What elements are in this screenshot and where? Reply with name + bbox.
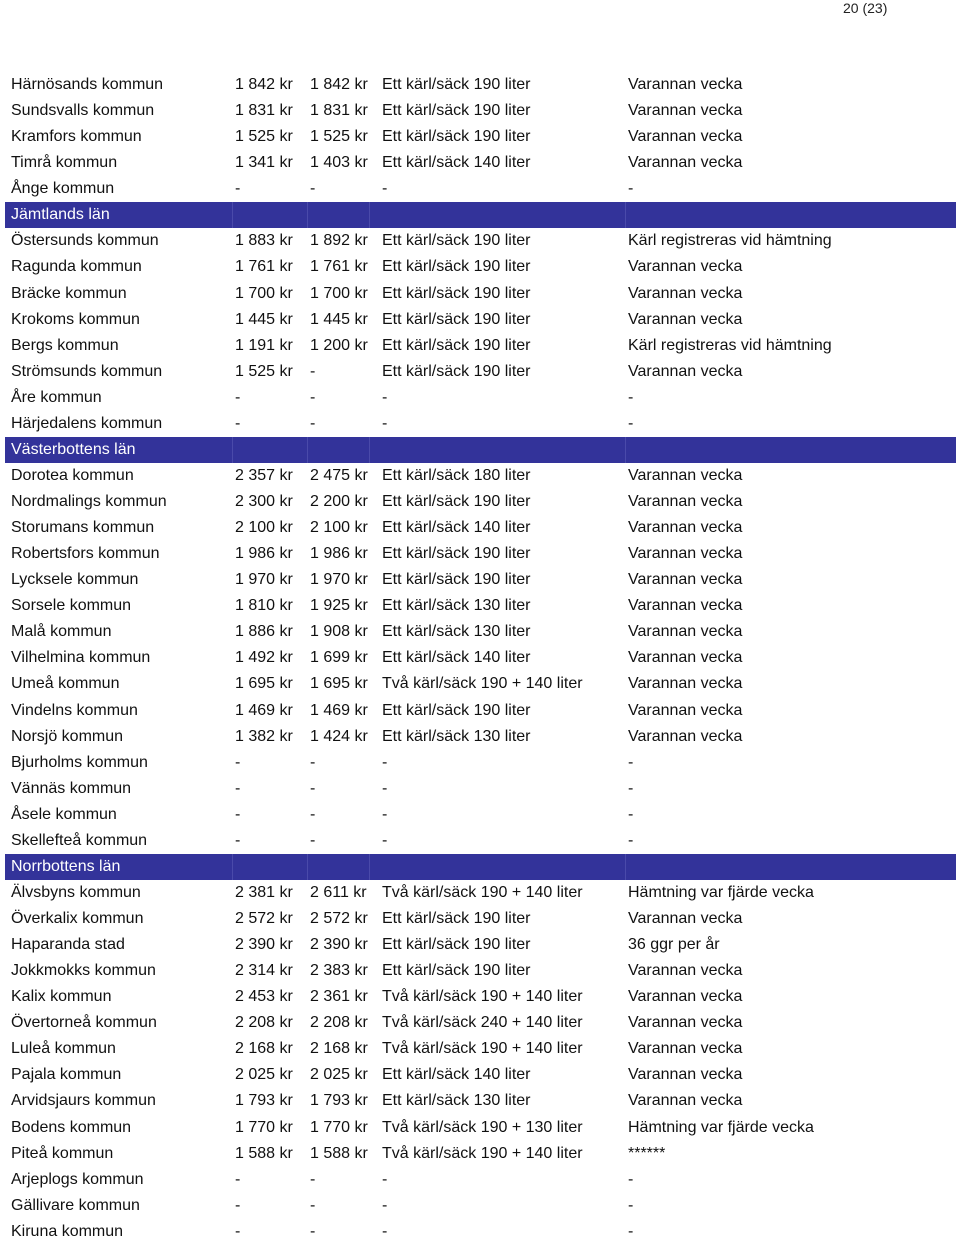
fee-value-1: 1 700 kr — [235, 284, 293, 302]
collection-frequency: - — [628, 1170, 634, 1188]
fee-value-1: - — [235, 180, 241, 198]
municipality-name: Jokkmokks kommun — [11, 962, 156, 980]
municipality-name: Kiruna kommun — [11, 1222, 124, 1240]
container-spec: Ett kärl/säck 140 liter — [382, 154, 531, 172]
fee-value-2: 1 908 kr — [310, 623, 368, 641]
fee-value-1: 1 883 kr — [235, 232, 293, 250]
collection-frequency: Varannan vecka — [628, 1066, 743, 1084]
municipality-name: Arjeplogs kommun — [11, 1170, 144, 1188]
collection-frequency: Varannan vecka — [628, 649, 743, 667]
municipality-name: Överkalix kommun — [11, 910, 144, 927]
fee-value-2: 1 525 kr — [310, 128, 368, 146]
fee-value-2: 2 025 kr — [310, 1066, 368, 1084]
container-spec: Ett kärl/säck 130 liter — [382, 1092, 531, 1110]
table-row — [5, 1167, 956, 1193]
collection-frequency: - — [628, 180, 634, 198]
collection-frequency: - — [628, 1196, 634, 1214]
container-spec: Ett kärl/säck 190 liter — [382, 571, 531, 589]
region-header-row — [5, 202, 956, 228]
collection-frequency: - — [628, 388, 634, 406]
fee-value-2: 1 793 kr — [310, 1092, 368, 1110]
collection-frequency: Varannan vecka — [628, 571, 743, 589]
collection-frequency: Kärl registreras vid hämtning — [628, 232, 832, 250]
municipality-name: Vindelns kommun — [11, 701, 138, 719]
fee-value-1: 2 453 kr — [235, 988, 293, 1006]
page-number: 20 (23) — [843, 0, 888, 16]
fee-value-1: 1 525 kr — [235, 128, 293, 146]
collection-frequency: Varannan vecka — [628, 362, 743, 380]
table-row — [5, 1036, 956, 1062]
collection-frequency: Varannan vecka — [628, 1092, 743, 1110]
column-divider — [369, 202, 370, 228]
municipality-name: Sundsvalls kommun — [11, 102, 155, 120]
collection-frequency: - — [628, 414, 634, 432]
table-row — [5, 932, 956, 958]
column-divider — [307, 854, 308, 880]
collection-frequency: Varannan vecka — [628, 102, 743, 120]
table-row — [5, 150, 956, 176]
column-divider — [625, 437, 626, 463]
fee-value-2: 2 383 kr — [310, 962, 368, 980]
fee-value-2: - — [310, 779, 316, 797]
table-row — [5, 385, 956, 411]
container-spec: Ett kärl/säck 190 liter — [382, 962, 531, 980]
table-row — [5, 72, 956, 98]
municipality-name: Piteå kommun — [11, 1144, 114, 1162]
fee-value-2: 1 761 kr — [310, 258, 368, 276]
collection-frequency: Varannan vecka — [628, 623, 743, 641]
fee-value-1: - — [235, 1196, 241, 1214]
collection-frequency: Kärl registreras vid hämtning — [628, 336, 832, 354]
fee-value-1: 1 445 kr — [235, 310, 293, 328]
fee-value-1: 1 810 kr — [235, 597, 293, 615]
fee-value-2: 1 770 kr — [310, 1118, 368, 1136]
container-spec: Ett kärl/säck 190 liter — [382, 493, 531, 510]
collection-frequency: Varannan vecka — [628, 310, 743, 328]
fee-value-1: 1 382 kr — [235, 727, 293, 745]
table-row — [5, 1062, 956, 1088]
container-spec: Ett kärl/säck 190 liter — [382, 76, 531, 93]
municipality-name: Ragunda kommun — [11, 258, 142, 276]
container-spec: Ett kärl/säck 130 liter — [382, 623, 531, 641]
municipality-name: Storumans kommun — [11, 519, 155, 537]
fee-value-2: 1 925 kr — [310, 597, 368, 615]
table-row — [5, 1115, 956, 1141]
fee-value-1: 1 831 kr — [235, 102, 293, 120]
collection-frequency: Varannan vecka — [628, 910, 743, 927]
fee-value-1: 2 390 kr — [235, 936, 293, 954]
container-spec: Två kärl/säck 190 + 140 liter — [382, 1144, 583, 1162]
container-spec: Ett kärl/säck 140 liter — [382, 1066, 531, 1084]
fee-value-1: - — [235, 779, 241, 797]
column-divider — [369, 854, 370, 880]
table-row — [5, 880, 956, 906]
column-divider — [232, 437, 233, 463]
table-row — [5, 750, 956, 776]
fee-value-2: 1 469 kr — [310, 701, 368, 719]
municipality-fee-table — [5, 72, 956, 1245]
container-spec: Två kärl/säck 190 + 140 liter — [382, 1040, 583, 1058]
fee-value-1: 1 842 kr — [235, 76, 293, 93]
fee-value-2: - — [310, 1222, 316, 1240]
column-divider — [307, 437, 308, 463]
fee-value-1: 1 469 kr — [235, 701, 293, 719]
fee-value-2: 1 445 kr — [310, 310, 368, 328]
municipality-name: Krokoms kommun — [11, 310, 140, 328]
container-spec: Ett kärl/säck 190 liter — [382, 910, 531, 927]
table-row — [5, 411, 956, 437]
region-name: Västerbottens län — [11, 440, 136, 458]
municipality-name: Luleå kommun — [11, 1040, 116, 1058]
municipality-name: Kramfors kommun — [11, 128, 142, 146]
fee-value-2: - — [310, 180, 316, 198]
container-spec: Ett kärl/säck 180 liter — [382, 466, 531, 484]
table-row — [5, 333, 956, 359]
collection-frequency: - — [628, 831, 634, 849]
fee-value-2: 1 403 kr — [310, 154, 368, 172]
fee-value-1: 2 168 kr — [235, 1040, 293, 1058]
fee-value-2: 1 588 kr — [310, 1144, 368, 1162]
collection-frequency: Varannan vecka — [628, 727, 743, 745]
fee-value-1: - — [235, 753, 241, 771]
container-spec: - — [382, 831, 388, 849]
table-row — [5, 515, 956, 541]
fee-value-2: 2 208 kr — [310, 1014, 368, 1032]
fee-value-2: 2 168 kr — [310, 1040, 368, 1058]
fee-value-1: 1 525 kr — [235, 362, 293, 380]
municipality-name: Östersunds kommun — [11, 232, 159, 250]
municipality-name: Bjurholms kommun — [11, 753, 148, 771]
municipality-name: Dorotea kommun — [11, 466, 134, 484]
container-spec: - — [382, 388, 388, 406]
fee-value-2: 1 892 kr — [310, 232, 368, 250]
fee-value-1: 2 381 kr — [235, 883, 293, 901]
table-row — [5, 619, 956, 645]
collection-frequency: ****** — [628, 1144, 666, 1162]
table-row — [5, 828, 956, 854]
fee-value-1: 1 970 kr — [235, 571, 293, 589]
municipality-name: Sorsele kommun — [11, 597, 132, 615]
fee-value-1: 2 025 kr — [235, 1066, 293, 1084]
fee-value-2: 2 390 kr — [310, 936, 368, 954]
collection-frequency: Varannan vecka — [628, 701, 743, 719]
table-row — [5, 567, 956, 593]
container-spec: Ett kärl/säck 190 liter — [382, 362, 531, 380]
fee-value-2: - — [310, 414, 316, 432]
table-row — [5, 254, 956, 280]
collection-frequency: Varannan vecka — [628, 493, 743, 510]
container-spec: Ett kärl/säck 130 liter — [382, 727, 531, 745]
container-spec: Ett kärl/säck 190 liter — [382, 701, 531, 719]
collection-frequency: Hämtning var fjärde vecka — [628, 1118, 814, 1136]
fee-value-2: - — [310, 831, 316, 849]
municipality-name: Ånge kommun — [11, 180, 115, 198]
fee-value-2: 1 842 kr — [310, 76, 368, 93]
municipality-name: Åsele kommun — [11, 805, 117, 823]
container-spec: Ett kärl/säck 140 liter — [382, 519, 531, 537]
municipality-name: Vännäs kommun — [11, 779, 132, 797]
table-row — [5, 541, 956, 567]
container-spec: - — [382, 180, 388, 198]
collection-frequency: Varannan vecka — [628, 1014, 743, 1032]
container-spec: - — [382, 1222, 388, 1240]
region-name: Jämtlands län — [11, 206, 110, 224]
municipality-name: Skellefteå kommun — [11, 831, 148, 849]
municipality-name: Bodens kommun — [11, 1118, 132, 1136]
fee-value-1: - — [235, 1170, 241, 1188]
municipality-name: Vilhelmina kommun — [11, 649, 151, 667]
municipality-name: Robertsfors kommun — [11, 545, 160, 563]
column-divider — [307, 202, 308, 228]
municipality-name: Härjedalens kommun — [11, 414, 163, 432]
fee-value-2: 1 970 kr — [310, 571, 368, 589]
fee-value-1: 2 357 kr — [235, 466, 293, 484]
municipality-name: Haparanda stad — [11, 936, 125, 954]
fee-value-2: 2 572 kr — [310, 910, 368, 927]
container-spec: Två kärl/säck 190 + 140 liter — [382, 883, 583, 901]
table-row — [5, 724, 956, 750]
fee-value-1: 2 314 kr — [235, 962, 293, 980]
fee-value-2: 1 986 kr — [310, 545, 368, 563]
fee-value-2: 2 611 kr — [310, 883, 367, 901]
table-row — [5, 307, 956, 333]
column-divider — [625, 202, 626, 228]
fee-value-1: 1 793 kr — [235, 1092, 293, 1110]
collection-frequency: Varannan vecka — [628, 962, 743, 980]
fee-value-1: 2 100 kr — [235, 519, 293, 537]
collection-frequency: Hämtning var fjärde vecka — [628, 883, 814, 901]
fee-value-1: 1 191 kr — [235, 336, 293, 354]
table-row — [5, 802, 956, 828]
municipality-name: Arvidsjaurs kommun — [11, 1092, 156, 1110]
table-row — [5, 176, 956, 202]
municipality-name: Älvsbyns kommun — [11, 883, 141, 901]
fee-value-2: - — [310, 1170, 316, 1188]
container-spec: Ett kärl/säck 190 liter — [382, 102, 531, 120]
fee-value-1: 1 695 kr — [235, 675, 293, 693]
fee-value-2: 1 831 kr — [310, 102, 368, 120]
fee-value-1: 2 300 kr — [235, 493, 293, 510]
table-row — [5, 906, 956, 932]
region-name: Norrbottens län — [11, 857, 121, 875]
fee-value-2: 1 700 kr — [310, 284, 368, 302]
fee-value-2: 1 424 kr — [310, 727, 368, 745]
table-row — [5, 958, 956, 984]
table-row — [5, 671, 956, 697]
municipality-name: Bräcke kommun — [11, 284, 127, 302]
collection-frequency: 36 ggr per år — [628, 936, 720, 954]
collection-frequency: - — [628, 779, 634, 797]
container-spec: - — [382, 779, 388, 797]
collection-frequency: - — [628, 753, 634, 771]
fee-value-2: 1 699 kr — [310, 649, 368, 667]
collection-frequency: Varannan vecka — [628, 597, 743, 615]
column-divider — [369, 437, 370, 463]
collection-frequency: - — [628, 805, 634, 823]
table-row — [5, 698, 956, 724]
container-spec: - — [382, 1196, 388, 1214]
collection-frequency: Varannan vecka — [628, 988, 743, 1006]
fee-value-2: - — [310, 753, 316, 771]
collection-frequency: Varannan vecka — [628, 675, 743, 693]
container-spec: Ett kärl/säck 130 liter — [382, 597, 531, 615]
municipality-name: Härnösands kommun — [11, 76, 164, 93]
municipality-name: Malå kommun — [11, 623, 112, 641]
table-row — [5, 593, 956, 619]
table-row — [5, 1010, 956, 1036]
collection-frequency: Varannan vecka — [628, 466, 743, 484]
container-spec: Ett kärl/säck 190 liter — [382, 258, 531, 276]
fee-value-1: - — [235, 805, 241, 823]
fee-value-1: - — [235, 831, 241, 849]
fee-value-1: 1 886 kr — [235, 623, 293, 641]
fee-value-1: - — [235, 388, 241, 406]
fee-value-1: - — [235, 414, 241, 432]
collection-frequency: Varannan vecka — [628, 154, 743, 172]
municipality-name: Nordmalings kommun — [11, 493, 167, 510]
table-row — [5, 1141, 956, 1167]
table-row — [5, 281, 956, 307]
table-row — [5, 98, 956, 124]
collection-frequency: Varannan vecka — [628, 519, 743, 537]
municipality-name: Kalix kommun — [11, 988, 112, 1006]
container-spec: Två kärl/säck 190 + 130 liter — [382, 1118, 583, 1136]
table-row — [5, 124, 956, 150]
container-spec: - — [382, 753, 388, 771]
municipality-name: Norsjö kommun — [11, 727, 124, 745]
table-row — [5, 1193, 956, 1219]
region-header-row — [5, 437, 956, 463]
collection-frequency: - — [628, 1222, 634, 1240]
fee-value-2: 1 695 kr — [310, 675, 368, 693]
fee-value-2: 2 361 kr — [310, 988, 368, 1006]
table-row — [5, 228, 956, 254]
municipality-name: Åre kommun — [11, 388, 102, 406]
collection-frequency: Varannan vecka — [628, 1040, 743, 1058]
column-divider — [625, 854, 626, 880]
table-row — [5, 1219, 956, 1245]
table-row — [5, 645, 956, 671]
municipality-name: Gällivare kommun — [11, 1196, 140, 1214]
column-divider — [232, 202, 233, 228]
fee-value-2: - — [310, 362, 316, 380]
table-row — [5, 984, 956, 1010]
fee-value-2: - — [310, 1196, 316, 1214]
collection-frequency: Varannan vecka — [628, 284, 743, 302]
container-spec: Två kärl/säck 190 + 140 liter — [382, 675, 583, 693]
fee-value-1: 1 588 kr — [235, 1144, 293, 1162]
fee-value-2: 2 200 kr — [310, 493, 368, 510]
collection-frequency: Varannan vecka — [628, 258, 743, 276]
fee-value-2: - — [310, 388, 316, 406]
fee-value-1: 1 341 kr — [235, 154, 293, 172]
table-row — [5, 1088, 956, 1114]
collection-frequency: Varannan vecka — [628, 76, 743, 93]
container-spec: - — [382, 1170, 388, 1188]
container-spec: Ett kärl/säck 140 liter — [382, 649, 531, 667]
municipality-name: Bergs kommun — [11, 336, 119, 354]
container-spec: Två kärl/säck 190 + 140 liter — [382, 988, 583, 1006]
collection-frequency: Varannan vecka — [628, 545, 743, 563]
fee-value-1: 1 986 kr — [235, 545, 293, 563]
fee-value-1: 2 572 kr — [235, 910, 293, 927]
fee-value-2: 2 475 kr — [310, 466, 368, 484]
container-spec: Ett kärl/säck 190 liter — [382, 936, 531, 954]
table-row — [5, 776, 956, 802]
container-spec: - — [382, 805, 388, 823]
collection-frequency: Varannan vecka — [628, 128, 743, 146]
fee-value-1: 1 770 kr — [235, 1118, 293, 1136]
fee-value-2: 2 100 kr — [310, 519, 368, 537]
municipality-name: Övertorneå kommun — [11, 1014, 157, 1032]
container-spec: Ett kärl/säck 190 liter — [382, 232, 531, 250]
fee-value-1: 1 761 kr — [235, 258, 293, 276]
fee-value-1: 1 492 kr — [235, 649, 293, 667]
municipality-name: Lycksele kommun — [11, 571, 139, 589]
container-spec: Ett kärl/säck 190 liter — [382, 284, 531, 302]
table-row — [5, 463, 956, 489]
container-spec: Ett kärl/säck 190 liter — [382, 336, 531, 354]
container-spec: Ett kärl/säck 190 liter — [382, 128, 531, 146]
container-spec: - — [382, 414, 388, 432]
table-row — [5, 359, 956, 385]
container-spec: Ett kärl/säck 190 liter — [382, 545, 531, 563]
fee-value-2: 1 200 kr — [310, 336, 368, 354]
fee-value-1: - — [235, 1222, 241, 1240]
municipality-name: Pajala kommun — [11, 1066, 122, 1084]
container-spec: Ett kärl/säck 190 liter — [382, 310, 531, 328]
fee-value-1: 2 208 kr — [235, 1014, 293, 1032]
table-row — [5, 489, 956, 515]
fee-value-2: - — [310, 805, 316, 823]
municipality-name: Timrå kommun — [11, 154, 118, 172]
column-divider — [232, 854, 233, 880]
municipality-name: Strömsunds kommun — [11, 362, 163, 380]
region-header-row — [5, 854, 956, 880]
container-spec: Två kärl/säck 240 + 140 liter — [382, 1014, 583, 1032]
municipality-name: Umeå kommun — [11, 675, 120, 693]
